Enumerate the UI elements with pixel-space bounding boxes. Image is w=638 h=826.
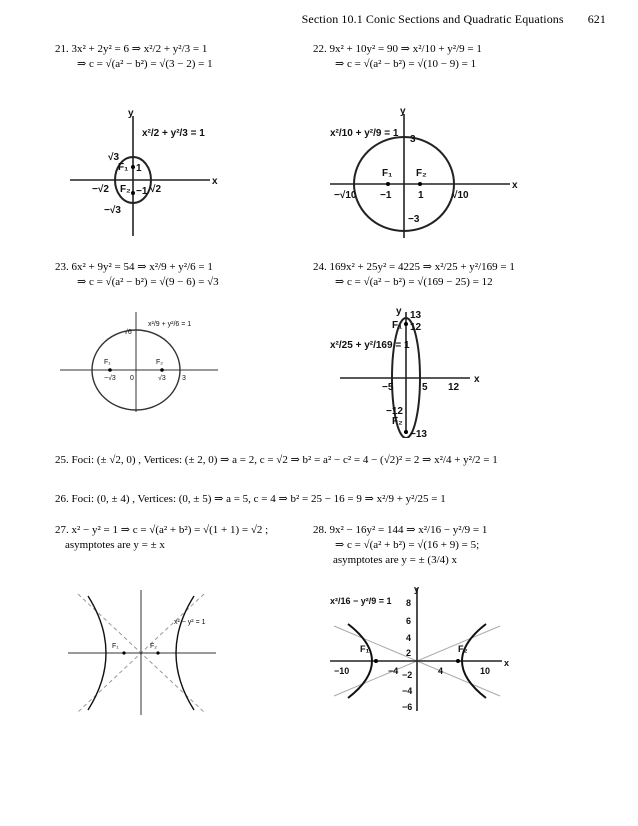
tick-label: 13 — [410, 310, 422, 321]
focus-point — [374, 659, 378, 663]
tick-label: 2 — [406, 648, 412, 658]
focus-point — [131, 191, 135, 195]
tick-label: 1 — [418, 190, 424, 201]
problem-24-line2: ⇒ c = √(a² − b²) = √(169 − 25) = 12 — [335, 276, 493, 288]
problem-25-line1: 25. Foci: (± √2, 0) , Vertices: (± 2, 0) ⇒ a = 2, c = √2 ⇒ b² = a² − c² = 4 − (√2)² = 2 ⇒ x²/4 + y²/2 = 1 — [55, 454, 498, 466]
tick-label: −12 — [386, 406, 403, 417]
problem-22-line2: ⇒ c = √(a² − b²) = √(10 − 9) = 1 — [335, 58, 477, 70]
problem-22 — [313, 42, 482, 72]
focus-point — [122, 651, 125, 654]
focus-point — [156, 651, 159, 654]
tick-label: √3 — [108, 152, 120, 163]
tick-label: −√3 — [104, 375, 116, 382]
tick-label: −4 — [402, 686, 413, 696]
problem-28-line1: 28. 9x² − 16y² = 144 ⇒ x²/16 − y²/9 = 1 — [313, 524, 488, 536]
page-number: 621 — [587, 12, 606, 26]
focus-label: F₂ — [150, 643, 157, 650]
tick-label: 6 — [406, 616, 412, 626]
graph-22 — [330, 108, 520, 238]
problem-21-line1: 21. 3x² + 2y² = 6 ⇒ x²/2 + y²/3 = 1 — [55, 43, 208, 55]
focus-point — [131, 165, 135, 169]
tick-label: 3 — [410, 134, 416, 145]
problem-24-line1: 24. 169x² + 25y² = 4225 ⇒ x²/25 + y²/169 = 1 — [313, 261, 515, 273]
tick-label: √2 — [150, 184, 162, 195]
graph-equation: x²/16 − y²/9 = 1 — [330, 596, 392, 606]
focus-label: F₂ — [156, 359, 163, 366]
focus-label: F₁ — [118, 162, 129, 173]
tick-label: −4 — [388, 666, 399, 676]
problem-26 — [55, 492, 446, 507]
tick-label: 12 — [448, 382, 460, 393]
tick-label: −13 — [410, 429, 427, 438]
tick-label: 4 — [438, 666, 444, 676]
axis-label-x: x — [474, 374, 480, 385]
tick-label: −2 — [402, 670, 413, 680]
tick-label: −3 — [408, 214, 420, 225]
tick-label: −1 — [136, 186, 148, 197]
tick-label: √6 — [124, 329, 132, 336]
focus-label: F₁ — [112, 643, 119, 650]
problem-21-line2: ⇒ c = √(a² − b²) = √(3 − 2) = 1 — [77, 58, 213, 70]
problem-28 — [313, 523, 487, 568]
focus-label: F₂ — [416, 168, 427, 179]
focus-point — [418, 182, 422, 186]
graph-23 — [60, 312, 220, 412]
axis-label-y: y — [400, 108, 406, 117]
problem-28-line2: ⇒ c = √(a² + b²) = √(16 + 9) = 5; — [335, 539, 480, 551]
problem-24 — [313, 260, 515, 290]
tick-label: −5 — [382, 382, 394, 393]
tick-label: 10 — [480, 666, 491, 676]
problem-23-line2: ⇒ c = √(a² − b²) = √(9 − 6) = √3 — [77, 276, 219, 288]
problem-27 — [55, 523, 268, 553]
focus-label: F₁ — [392, 320, 403, 331]
focus-point — [404, 322, 408, 326]
focus-point — [108, 368, 112, 372]
tick-label: √3 — [158, 375, 166, 382]
problem-28-line3: asymptotes are y = ± (3/4) x — [333, 554, 458, 566]
tick-label: −√10 — [334, 190, 357, 201]
tick-label: 0 — [130, 375, 134, 382]
focus-point — [404, 430, 408, 434]
tick-label: −1 — [380, 190, 392, 201]
tick-label: −6 — [402, 702, 413, 712]
axis-label-x: x — [212, 176, 218, 187]
problem-21 — [55, 42, 213, 72]
axis-label-x: x — [504, 658, 510, 668]
graph-21 — [70, 108, 220, 238]
problem-22-line1: 22. 9x² + 10y² = 90 ⇒ x²/10 + y²/9 = 1 — [313, 43, 482, 55]
tick-label: √10 — [452, 190, 469, 201]
focus-label: F₁ — [382, 168, 393, 179]
axis-label-y: y — [414, 586, 420, 594]
tick-label: −√2 — [92, 184, 109, 195]
focus-point — [456, 659, 460, 663]
tick-label: 4 — [406, 633, 412, 643]
tick-label: 5 — [422, 382, 428, 393]
focus-label: F₂ — [120, 184, 131, 195]
tick-label: 1 — [136, 163, 142, 174]
tick-label: 12 — [410, 322, 422, 333]
graph-equation: x² − y² = 1 — [174, 619, 206, 626]
problem-23-line1: 23. 6x² + 9y² = 54 ⇒ x²/9 + y²/6 = 1 — [55, 261, 213, 273]
graph-equation: x²/25 + y²/169 = 1 — [330, 340, 410, 351]
tick-label: 3 — [182, 375, 186, 382]
problem-27-line1: 27. x² − y² = 1 ⇒ c = √(a² + b²) = √(1 + 1) = √2 ; — [55, 524, 269, 536]
section-title: Section 10.1 Conic Sections and Quadratic Equations — [301, 12, 564, 26]
graph-equation: x²/9 + y²/6 = 1 — [148, 321, 192, 328]
focus-label: F₁ — [104, 359, 111, 366]
focus-label: F₂ — [392, 416, 403, 427]
axis-label-y: y — [396, 308, 402, 317]
graph-28 — [330, 586, 510, 716]
problem-23 — [55, 260, 219, 290]
focus-point — [160, 368, 164, 372]
focus-point — [386, 182, 390, 186]
focus-label: F₁ — [360, 644, 370, 654]
axis-label-y: y — [128, 108, 134, 119]
problem-27-line2: asymptotes are y = ± x — [65, 539, 165, 551]
problem-25 — [55, 453, 498, 468]
tick-label: 8 — [406, 598, 412, 608]
problem-26-line1: 26. Foci: (0, ± 4) , Vertices: (0, ± 5) ⇒ a = 5, c = 4 ⇒ b² = 25 − 16 = 9 ⇒ x²/9 + y²/25 = 1 — [55, 493, 446, 505]
graph-27 — [68, 590, 218, 715]
axis-label-x: x — [512, 180, 518, 191]
tick-label: −√3 — [104, 205, 121, 216]
focus-label: F₂ — [458, 644, 468, 654]
page-header — [302, 12, 606, 27]
graph-24 — [330, 308, 490, 438]
graph-equation: x²/2 + y²/3 = 1 — [142, 128, 205, 139]
graph-equation: x²/10 + y²/9 = 1 — [330, 128, 399, 139]
tick-label: −10 — [334, 666, 350, 676]
